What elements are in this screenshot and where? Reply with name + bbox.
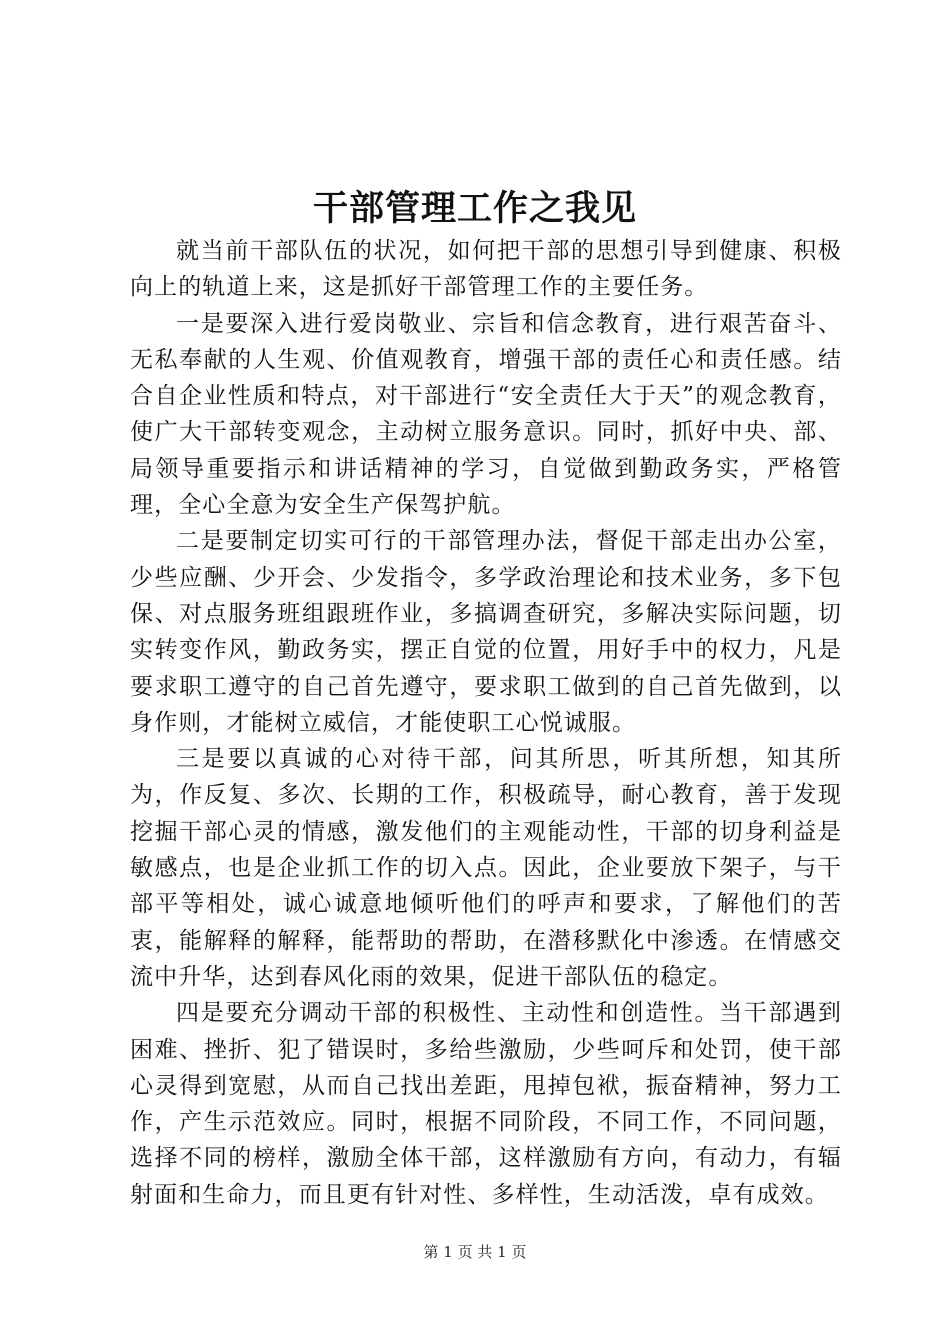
page-title: 干部管理工作之我见 — [312, 188, 637, 229]
document-body — [130, 233, 842, 1213]
paragraph-point-two: 二是要制定切实可行的干部管理办法，督促干部走出办公室，少些应酬、少开会、少发指令，多学政治理论和技术业务，多下包保、对点服务班组跟班作业，多搞调查研究，多解决实际问题，切实转变作风，勤政务实，摆正自觉的位置，用好手中的权力，凡是要求职工遵守的自己首先遵守，要求职工做到的自己首先做到，以身作则，才能树立威信，才能使职工心悦诚服。 — [130, 528, 842, 736]
paragraph-point-one: 一是要深入进行爱岗敬业、宗旨和信念教育，进行艰苦奋斗、无私奉献的人生观、价值观教育，增强干部的责任心和责任感。结合自企业性质和特点，对干部进行“安全责任大于天”的观念教育，使广大干部转变观念，主动树立服务意识。同时，抓好中央、部、局领导重要指示和讲话精神的学习，自觉做到勤政务实，严格管理，全心全意为安全生产保驾护航。 — [130, 310, 842, 519]
paragraph-intro: 就当前干部队伍的状况，如何把干部的思想引导到健康、积极向上的轨道上来，这是抓好干部管理工作的主要任务。 — [130, 238, 842, 301]
paragraph-point-three: 三是要以真诚的心对待干部，问其所思，听其所想，知其所为，作反复、多次、长期的工作，积极疏导，耐心教育，善于发现挖掘干部心灵的情感，激发他们的主观能动性，干部的切身利益是敏感点，也是企业抓工作的切入点。因此，企业要放下架子，与干部平等相处，诚心诚意地倾听他们的呼声和要求，了解他们的苦衷，能解释的解释，能帮助的帮助，在潜移默化中渗透。在情感交流中升华，达到春风化雨的效果，促进干部队伍的稳定。 — [130, 746, 842, 990]
paragraph-point-four: 四是要充分调动干部的积极性、主动性和创造性。当干部遇到困难、挫折、犯了错误时，多给些激励，少些呵斥和处罚，使干部心灵得到宽慰，从而自己找出差距，甩掉包袱，振奋精神，努力工作，产生示范效应。同时，根据不同阶段，不同工作，不同问题，选择不同的榜样，激励全体干部，这样激励有方向，有动力，有辐射面和生命力，而且更有针对性、多样性，生动活泼，卓有成效。 — [130, 1000, 842, 1208]
page-footer: 第 1 页 共 1 页 — [423, 1243, 527, 1261]
